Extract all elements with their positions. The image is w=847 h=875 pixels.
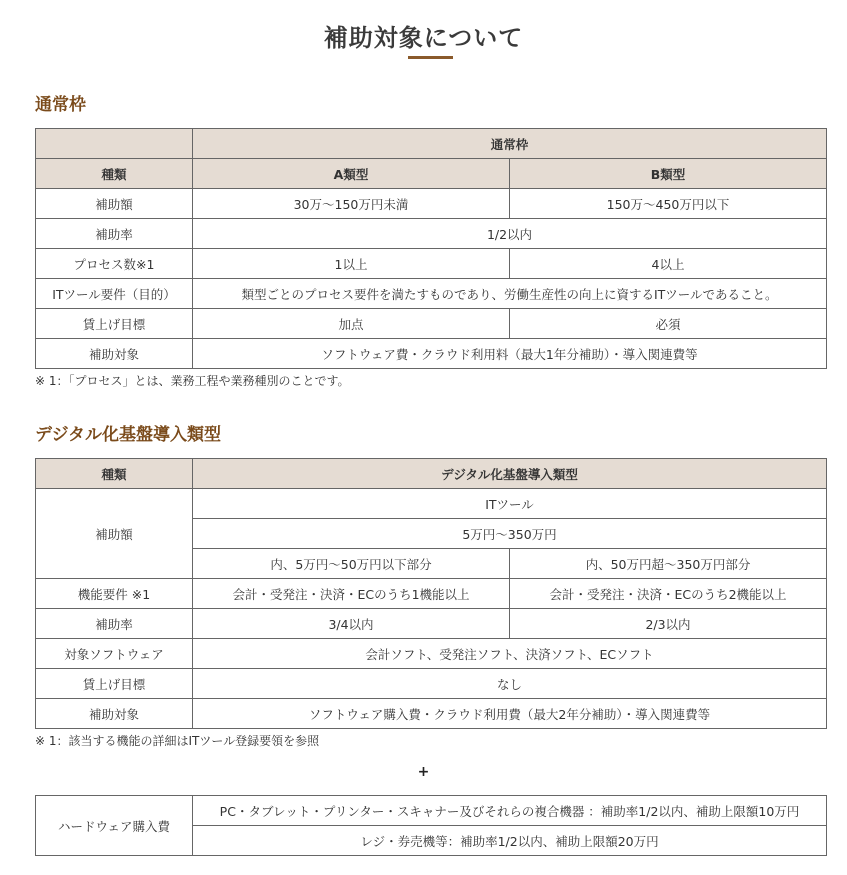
table-row [36, 219, 827, 249]
table-cell: ソフトウェア費・クラウド利用料（最大1年分補助）・導入関連費等 [193, 339, 827, 369]
row-label: 賃上げ目標 [36, 309, 193, 339]
hardware-table [35, 795, 827, 856]
row-label: 機能要件 ※1 [36, 579, 193, 609]
table-cell: 類型ごとのプロセス要件を満たすものであり、労働生産性の向上に資するITツールであること。 [193, 279, 827, 309]
table-cell: 2/3以内 [510, 609, 827, 639]
normal-frame-table [35, 128, 827, 369]
table-row [36, 699, 827, 729]
page-title: 補助対象について [323, 24, 524, 52]
table-cell: 3/4以内 [193, 609, 510, 639]
digital-footnote: ※ 1：該当する機能の詳細はITツール登録要領を参照 [35, 734, 320, 748]
table-row [36, 249, 827, 279]
row-label: 補助額 [36, 489, 193, 579]
group-header: 通常枠 [193, 129, 827, 159]
table-row [36, 339, 827, 369]
table-cell: 30万～150万円未満 [193, 189, 510, 219]
table-row [36, 459, 827, 489]
digital-heading: デジタル化基盤導入類型 [35, 425, 221, 445]
table-cell: 5万円～350万円 [193, 519, 827, 549]
table-cell: ソフトウェア購入費・クラウド利用費（最大2年分補助）・導入関連費等 [193, 699, 827, 729]
table-row [36, 189, 827, 219]
type-b-header: B類型 [510, 159, 827, 189]
table-cell: PC・タブレット・プリンター・スキャナー及びそれらの複合機器 ：補助率1/2以内、補助上限額10万円 [193, 796, 827, 826]
empty-header-cell [36, 129, 193, 159]
normal-footnote: ※ 1：「プロセス」とは、業務工程や業務種別のことです。 [35, 374, 350, 388]
table-cell: 会計・受発注・決済・ECのうち1機能以上 [193, 579, 510, 609]
table-row [36, 796, 827, 826]
type-a-header: A類型 [193, 159, 510, 189]
table-cell: 会計ソフト、受発注ソフト、決済ソフト、ECソフト [193, 639, 827, 669]
row-label: 補助対象 [36, 699, 193, 729]
plus-sign: + [417, 764, 430, 780]
table-row [36, 669, 827, 699]
table-cell: 内、5万円～50万円以下部分 [193, 549, 510, 579]
title-underline [408, 56, 453, 59]
table-cell: ITツール [193, 489, 827, 519]
normal-frame-heading: 通常枠 [35, 95, 86, 115]
table-cell: レジ・券売機等：補助率1/2以内、補助上限額20万円 [193, 826, 827, 856]
digital-table [35, 458, 827, 729]
table-row [36, 609, 827, 639]
table-row [36, 129, 827, 159]
table-cell: なし [193, 669, 827, 699]
table-cell: 加点 [193, 309, 510, 339]
table-row [36, 639, 827, 669]
table-row [36, 489, 827, 519]
row-label: ハードウェア購入費 [36, 796, 193, 856]
row-label: ITツール要件（目的） [36, 279, 193, 309]
table-row [36, 309, 827, 339]
row-label: 補助対象 [36, 339, 193, 369]
table-cell: 1/2以内 [193, 219, 827, 249]
table-cell: 内、50万円超～350万円部分 [510, 549, 827, 579]
digital-type-header: デジタル化基盤導入類型 [193, 459, 827, 489]
table-cell: 1以上 [193, 249, 510, 279]
table-row [36, 579, 827, 609]
table-cell: 必須 [510, 309, 827, 339]
row-label: 補助率 [36, 609, 193, 639]
table-row [36, 159, 827, 189]
row-label: 対象ソフトウェア [36, 639, 193, 669]
type-header: 種類 [36, 159, 193, 189]
table-cell: 4以上 [510, 249, 827, 279]
row-label: 補助率 [36, 219, 193, 249]
row-label: 補助額 [36, 189, 193, 219]
type-header: 種類 [36, 459, 193, 489]
table-cell: 会計・受発注・決済・ECのうち2機能以上 [510, 579, 827, 609]
row-label: プロセス数※1 [36, 249, 193, 279]
row-label: 賃上げ目標 [36, 669, 193, 699]
table-cell: 150万～450万円以下 [510, 189, 827, 219]
table-row [36, 279, 827, 309]
